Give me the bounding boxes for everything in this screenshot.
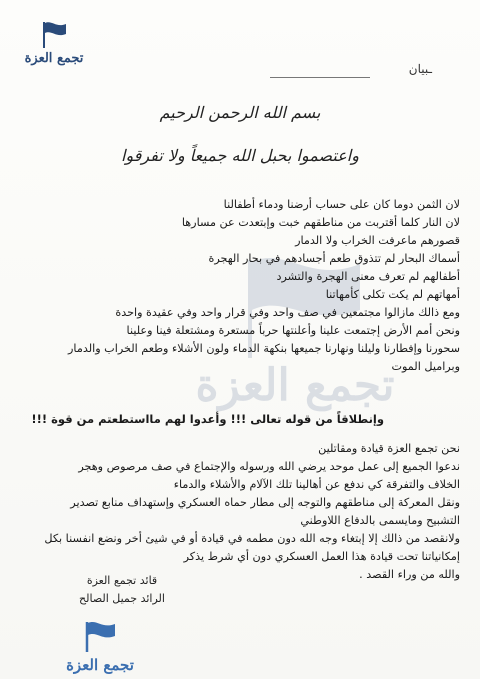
paragraph-line: إمكانياتنا تحت قيادة هذا العمل العسكري دون أي شرط يذكر	[183, 550, 460, 563]
flag-icon	[40, 20, 70, 50]
paragraph-line: ونحن أمم الأرض إجتمعت علينا وأعلنتها حرباً مستعرة ومشتعلة فينا وعلينا	[126, 324, 460, 337]
logo-bottom	[60, 620, 140, 676]
paragraph-line: ومع ذالك مازالوا مجتمعين في صف واحد وفي قرار واحد وفي عقيدة واحدة	[115, 306, 460, 319]
paragraph-line: لان الثمن دوما كان على حساب أرضنا ودماء أطفالنا	[223, 198, 460, 211]
paragraph-line: قصورهم ماعرفت الخراب ولا الدمار	[295, 234, 460, 247]
paragraph-line: والله من وراء القصد .	[359, 568, 460, 581]
paragraph-line: ندعوا الجميع إلى عمل موحد يرضي الله ورسوله والإجتماع في صف مرصوص وهجر	[78, 460, 460, 473]
paragraph-line: نحن تجمع العزة قيادة ومقاتلين	[318, 442, 460, 455]
quranic-verse: واعتصموا بحبل الله جميعاً ولا تفرقوا	[121, 146, 359, 165]
paragraph-line: وبراميل الموت	[391, 360, 460, 373]
signature-title: قائد تجمع العزة	[86, 574, 158, 587]
logo-top-text: تجمع العزة	[24, 51, 84, 66]
basmala: بسم الله الرحمن الرحيم	[159, 103, 321, 122]
paragraph-line: أسماك البحار لم تتذوق طعم أجسادهم في بحار الهجرة	[208, 252, 460, 265]
paragraph-1	[20, 196, 460, 376]
document-label: ـبيان	[408, 62, 432, 76]
logo-bottom-text: تجمع العزة	[66, 656, 134, 674]
logo-top	[22, 20, 86, 68]
flag-icon	[82, 620, 120, 654]
paragraph-line: التشبيح ومايسمى بالدفاع اللاوطني	[300, 514, 460, 527]
signature-name: الرائد جميل الصالح	[79, 592, 165, 605]
paragraph-line: لان النار كلما أقتربت من مناطقهم خبت وإبتعدت عن مسارها	[181, 216, 460, 229]
paragraph-line: سحورنا وإفطارنا وليلنا ونهارنا جميعها بنكهة الدماء ولون الأشلاء وطعم الخراب والدمار	[68, 342, 460, 355]
paragraph-line: أمهاتهم لم يكت تكلى كأمهاتنا	[325, 288, 460, 301]
paragraph-line: الخلاف والتفرقة كي ندفع عن أهالينا تلك الآلام والأشلاء والدماء	[173, 478, 460, 491]
signature-block	[52, 572, 192, 608]
watermark-text: تجمع العزة	[195, 360, 395, 411]
paragraph-line: أطفالهم لم تعرف معنى الهجرة والتشرد	[276, 270, 460, 283]
quote-line: وإنطلاقاً من قوله تعالى !!! وأعدوا لهم مااستطعتم من قوة !!!	[31, 412, 384, 426]
paragraph-line: ونقل المعركة إلى مناطقهم والتوجه إلى مطار حماه العسكري وإستهداف منابع تصدير	[70, 496, 460, 509]
paragraph-line: ولانقصد من ذالك إلا إبتغاء وجه الله دون مطمه في قيادة أو في شيئ أخر ونضع انفسنا بكل	[44, 532, 460, 545]
paragraph-2	[20, 440, 460, 584]
header-underline	[270, 77, 370, 78]
